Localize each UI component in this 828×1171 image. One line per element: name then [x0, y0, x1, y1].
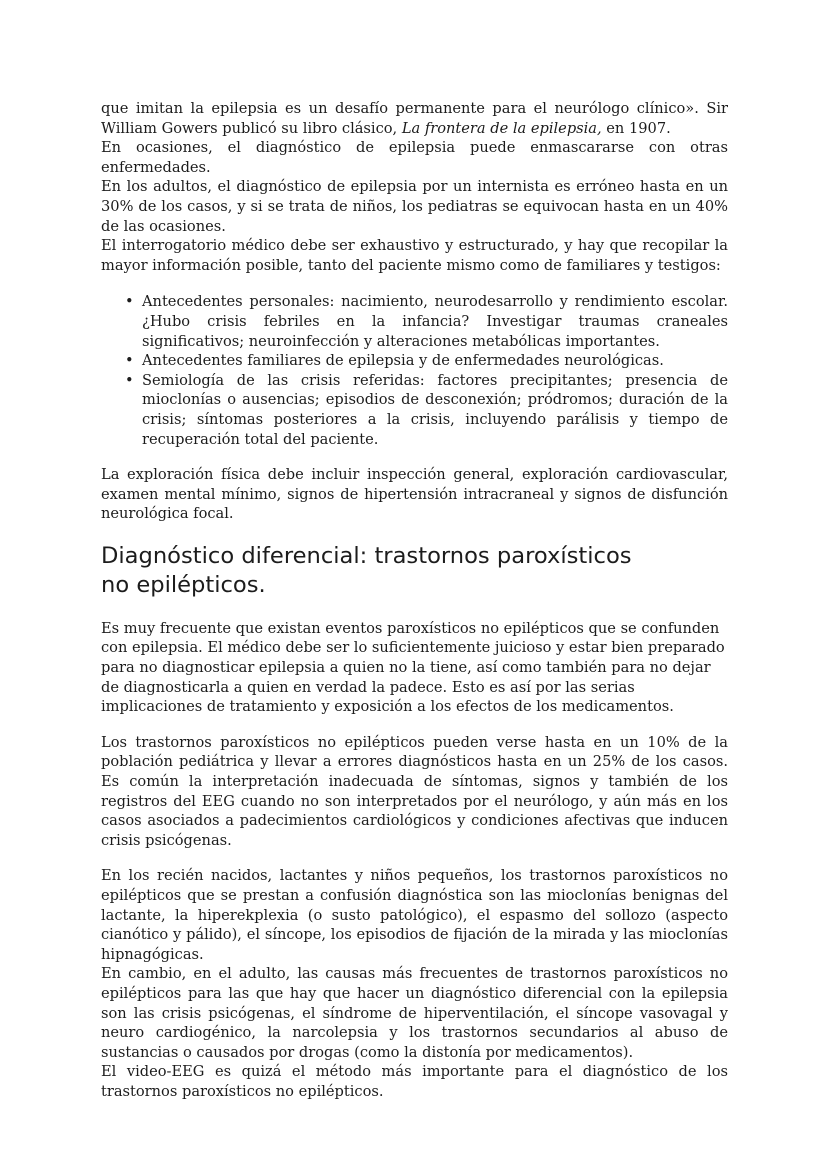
- physical-exam-paragraph: La exploración física debe incluir inspección general, exploración cardiovascular, examen mental mínimo, signos de hipertensión intracraneal y signos de disfunción neurológica focal.: [101, 466, 728, 523]
- bullet-item-personal-history: [125, 292, 728, 351]
- document-page: [101, 99, 728, 1102]
- section-paragraph-video-eeg: El video-EEG es quizá el método más importante para el diagnóstico de los trastornos paroxísticos no epilépticos.: [101, 1063, 728, 1100]
- intro-text-end: en 1907.: [601, 119, 671, 137]
- bullet-text: Antecedentes familiares de epilepsia y de enfermedades neurológicas.: [142, 352, 664, 370]
- bullet-text: Antecedentes personales: nacimiento, neurodesarrollo y rendimiento escolar. ¿Hubo crisis febriles en la infancia? Investigar traumas craneales significativos; neuroinfección y alteraciones metabólicas importantes.: [142, 293, 728, 350]
- intro-paragraph-interrogation: El interrogatorio médico debe ser exhaustivo y estructurado, y hay que recopilar la mayor información posible, tanto del paciente mismo como de familiares y testigos:: [101, 237, 728, 274]
- bullet-item-semiology: [125, 371, 728, 449]
- intro-text-start: que imitan la epilepsia es un desafío permanente para el neurólogo clínico». Sir William Gowers publicó su libro clásico,: [101, 100, 728, 137]
- section-heading: Diagnóstico diferencial: trastornos paroxísticos no epilépticos.: [101, 542, 632, 598]
- section-paragraph-frequency: Es muy frecuente que existan eventos paroxísticos no epilépticos que se confunden con epilepsia. El médico debe ser lo suficientemente juicioso y estar bien preparado para no diagnosticar epilepsia a quien no la tiene, así como también para no dejar de diagnosticarla a quien en verdad la padece. Esto es así por las serias implicaciones de tratamiento y exposición a los efectos de los medicamentos.: [101, 619, 725, 716]
- book-title: La frontera de la epilepsia,: [401, 119, 602, 137]
- history-bullet-list: [101, 292, 728, 449]
- intro-paragraph-masking: En ocasiones, el diagnóstico de epilepsia puede enmascararse con otras enfermedades.: [101, 139, 728, 176]
- section-paragraph-pediatric: Los trastornos paroxísticos no epilépticos pueden verse hasta en un 10% de la población pediátrica y llevar a errores diagnósticos hasta en un 25% de los casos. Es común la interpretación inadecuada de síntomas, signos y también de los registros del EEG cuando no son interpretados por el neurólogo, y aún más en los casos asociados a padecimientos cardiológicos y condiciones afectivas que inducen crisis psicógenas.: [101, 733, 728, 849]
- bullet-text: Semiología de las crisis referidas: factores precipitantes; presencia de mioclonías o ausencias; episodios de desconexión; pródromos; duración de la crisis; síntomas posteriores a la crisis, incluyendo parálisis y tiempo de recuperación total del paciente.: [142, 371, 728, 448]
- section-paragraph-adults: En cambio, en el adulto, las causas más frecuentes de trastornos paroxísticos no epilépticos para las que hay que hacer un diagnóstico diferencial con la epilepsia son las crisis psicógenas, el síndrome de hiperventilación, el síncope vasovagal y neuro cardiogénico, la narcolepsia y los trastornos secundarios al abuso de sustancias o causados por drogas (como la distonía por medicamentos).: [101, 965, 728, 1061]
- bullet-item-family-history: [125, 351, 728, 371]
- bullet-marker: •: [125, 293, 134, 311]
- intro-paragraph-gowers: [101, 99, 728, 138]
- section-paragraph-newborns: En los recién nacidos, lactantes y niños pequeños, los trastornos paroxísticos no epilépticos que se prestan a confusión diagnóstica son las mioclonías benignas del lactante, la hiperekplexia (o susto patológico), el espasmo del sollozo (aspecto cianótico y pálido), el síncope, los episodios de fijación de la mirada y las mioclonías hipnagógicas.: [101, 867, 728, 963]
- bullet-marker: •: [125, 371, 134, 389]
- bullet-marker: •: [125, 352, 134, 370]
- intro-paragraph-misdiagnosis: En los adultos, el diagnóstico de epilepsia por un internista es erróneo hasta en un 30% de los casos, y si se trata de niños, los pediatras se equivocan hasta en un 40% de las ocasiones.: [101, 178, 728, 235]
